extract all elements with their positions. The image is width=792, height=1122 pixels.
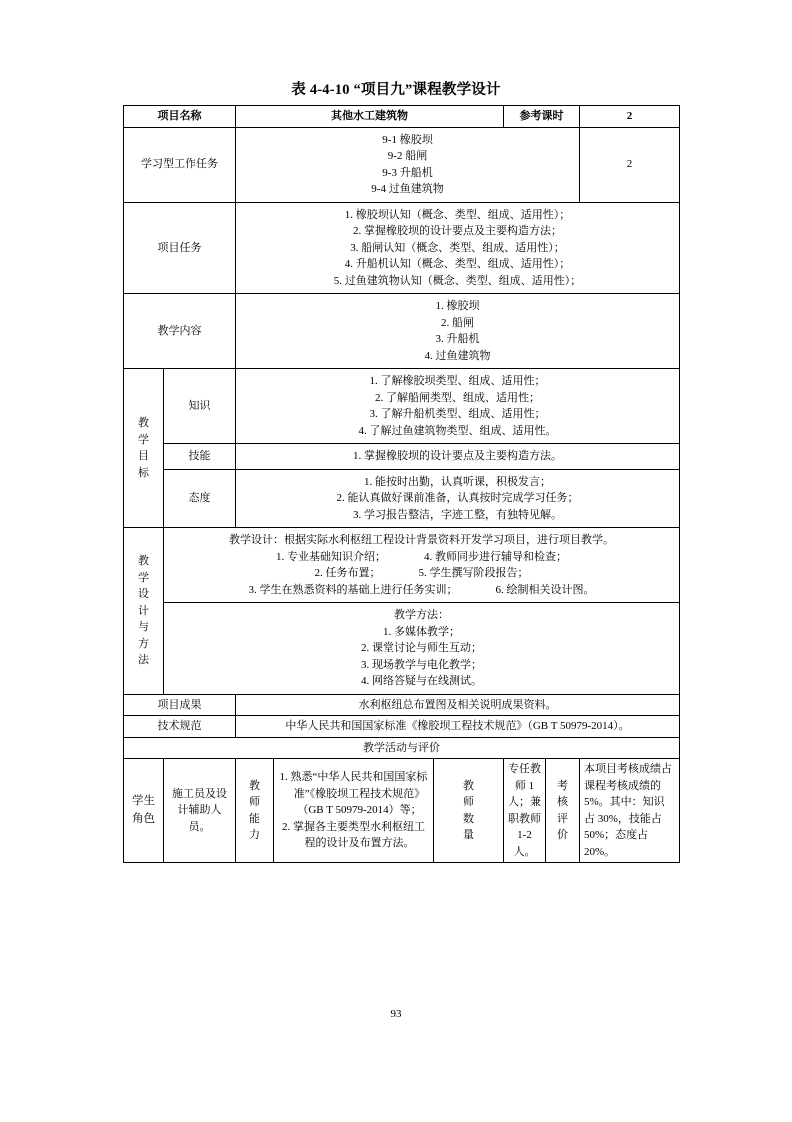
- design-item: 6. 绘制相关设计图。: [495, 583, 595, 596]
- table-row: [124, 444, 680, 470]
- objective-item: 3. 了解升船机类型、组成、适用性；: [369, 408, 546, 420]
- work-task-item: 9-1 橡胶坝: [382, 133, 433, 146]
- standard-value: 中华人民共和国国家标准《橡胶坝工程技术规范》（GB T 50979-2014）。: [236, 716, 680, 738]
- methods-block: [164, 603, 680, 695]
- assessment-value: 本项目考核成绩占课程考核成绩的 5%。其中：知识占 30%，技能占 50%；态度占 20%。: [580, 759, 680, 863]
- project-name-value: 其他水工建筑物: [236, 106, 504, 128]
- design-methods-label: 教 学 设 计 与 方 法: [124, 528, 164, 695]
- table-row: [124, 737, 680, 759]
- project-task-item: 2. 掌握橡胶坝的设计要点及主要构造方法；: [353, 225, 562, 237]
- teaching-content-item: 3. 升船机: [435, 333, 480, 345]
- teacher-ability-item: 2. 掌握各主要类型水利枢纽工程的设计及布置方法。: [282, 820, 425, 850]
- work-task-hours: 2: [580, 127, 680, 202]
- table-row: [124, 694, 680, 716]
- design-item: 5. 学生撰写阶段报告；: [418, 567, 529, 579]
- work-task-item: 9-2 船闸: [387, 150, 428, 162]
- project-tasks-items: [236, 202, 680, 294]
- course-design-table: [123, 105, 679, 863]
- objectives-attitude-items: [236, 469, 680, 528]
- objective-item: 4. 了解过鱼建筑物类型、组成、适用性。: [358, 424, 557, 437]
- design-block: [164, 528, 680, 603]
- method-item: 2. 课堂讨论与师生互动；: [361, 642, 482, 654]
- table-row: [124, 759, 680, 863]
- objective-item: 3. 学习报告整洁，字迹工整，有独特见解。: [353, 508, 562, 521]
- objectives-attitude-label: 态度: [164, 469, 236, 528]
- outcome-label: 项目成果: [124, 694, 236, 716]
- table-row: [124, 528, 680, 603]
- teacher-count-value: 专任教师 1 人；兼职教师 1-2 人。: [504, 759, 546, 863]
- objective-item: 1. 能按时出勤，认真听课，积极发言；: [364, 475, 551, 488]
- teaching-content-item: 4. 过鱼建筑物: [424, 349, 491, 362]
- table-row: [124, 369, 680, 444]
- design-intro: 教学设计：根据实际水利枢纽工程设计背景资料开发学习项目，进行项目教学。: [229, 534, 614, 546]
- student-role-label: 学生 角色: [124, 759, 164, 863]
- method-item: 1. 多媒体教学；: [383, 625, 460, 638]
- objective-item: 2. 了解船闸类型、组成、适用性；: [375, 391, 540, 404]
- table-row: [124, 127, 680, 202]
- design-item: 3. 学生在熟悉资料的基础上进行任务实训；: [248, 583, 458, 596]
- objective-item: 1. 掌握橡胶坝的设计要点及主要构造方法。: [353, 450, 562, 462]
- work-task-item: 9-4 过鱼建筑物: [371, 183, 444, 195]
- project-task-item: 5. 过鱼建筑物认知（概念、类型、组成、适用性）；: [333, 274, 582, 287]
- assessment-label: 考 核 评 价: [546, 759, 580, 863]
- activity-header: 教学活动与评价: [124, 737, 680, 759]
- work-task-label: 学习型工作任务: [124, 127, 236, 202]
- design-item: 4. 教师同步进行辅导和检查；: [424, 550, 567, 563]
- objective-item: 1. 了解橡胶坝类型、组成、适用性；: [369, 375, 546, 387]
- teacher-ability-item: 1. 熟悉“中华人民共和国国家标准”《橡胶坝工程技术规范》（GB T 50979-2014）等；: [279, 771, 428, 817]
- design-item: 2. 任务布置；: [314, 567, 381, 579]
- teacher-ability-label: 教 师 能 力: [236, 759, 274, 863]
- project-task-item: 1. 橡胶坝认知（概念、类型、组成、适用性）；: [344, 208, 571, 221]
- methods-title: 教学方法：: [394, 609, 449, 621]
- teaching-content-item: 2. 船闸: [441, 316, 474, 329]
- table-row: [124, 106, 680, 128]
- project-task-item: 4. 升船机认知（概念、类型、组成、适用性）；: [344, 258, 571, 270]
- work-task-items: [236, 127, 580, 202]
- design-item: 1. 专业基础知识介绍；: [276, 550, 386, 563]
- project-tasks-label: 项目任务: [124, 202, 236, 294]
- outcome-value: 水利枢纽总布置图及相关说明成果资料。: [236, 694, 680, 716]
- teaching-content-item: 1. 橡胶坝: [435, 300, 480, 312]
- page-title: 表 4-4-10 “项目九”课程教学设计: [291, 82, 501, 98]
- teaching-content-items: [236, 294, 680, 369]
- teacher-count-label: 教 师 数 量: [434, 759, 504, 863]
- objectives-skill-items: [236, 444, 680, 470]
- standard-label: 技术规范: [124, 716, 236, 738]
- method-item: 3. 现场教学与电化教学；: [361, 658, 482, 671]
- student-role-value: 施工员及设计辅助人员。: [164, 759, 236, 863]
- work-task-item: 9-3 升船机: [382, 166, 433, 179]
- hours-value: 2: [580, 106, 680, 128]
- table-row: [124, 294, 680, 369]
- main-table: [123, 105, 680, 863]
- project-name-label: 项目名称: [124, 106, 236, 128]
- objectives-knowledge-items: [236, 369, 680, 444]
- teaching-content-label: 教学内容: [124, 294, 236, 369]
- method-item: 4. 网络答疑与在线测试。: [361, 675, 482, 687]
- table-row: [124, 716, 680, 738]
- objectives-knowledge-label: 知识: [164, 369, 236, 444]
- project-task-item: 3. 船闸认知（概念、类型、组成、适用性）；: [350, 241, 565, 254]
- teacher-ability-items: [274, 759, 434, 863]
- table-row: [124, 202, 680, 294]
- objectives-label: 教 学 目 标: [124, 369, 164, 528]
- hours-label: 参考课时: [504, 106, 580, 128]
- page-number: 93: [390, 1008, 402, 1020]
- table-row: [124, 603, 680, 695]
- objective-item: 2. 能认真做好课前准备，认真按时完成学习任务；: [336, 492, 579, 504]
- table-row: [124, 469, 680, 528]
- objectives-skill-label: 技能: [164, 444, 236, 470]
